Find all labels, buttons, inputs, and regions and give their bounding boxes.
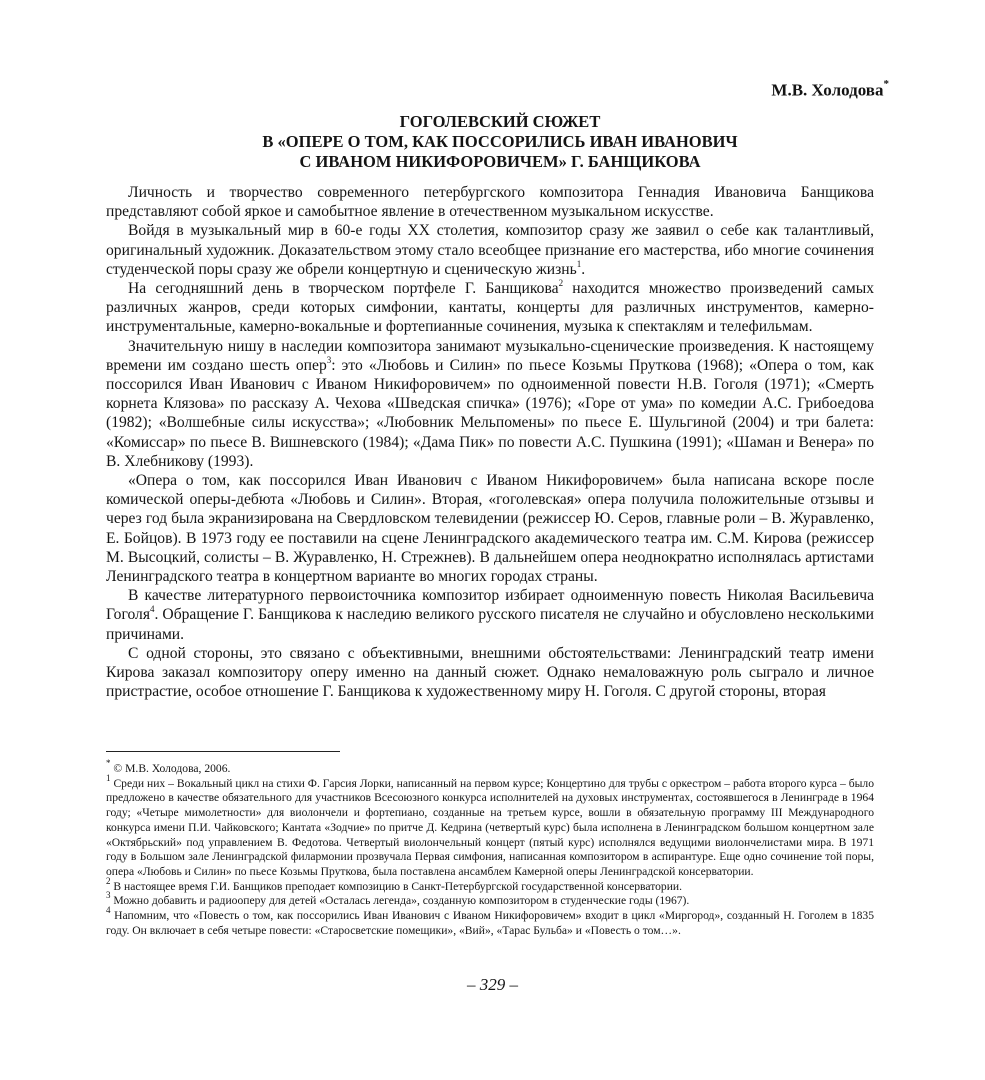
author-name: М.В. Холодова* <box>771 78 889 100</box>
paragraph-5: «Опера о том, как поссорился Иван Иванович с Иваном Никифоровичем» была написана вскоре после комической оперы-дебюта «Любовь и Силин». Вторая, «гоголевская» опера получила положительные отзывы и через год была экранизирована на Свердловском телевидении (режиссер Ю. Серов, главные роли – В. Журавленко, Е. Бойцов). В 1973 году ее поставили на сцене Ленинградского академического театра им. С.М. Кирова (режиссер М. Высоцкий, солисты – В. Журавленко, Н. Стрежнев). В дальнейшем опера неоднократно исполнялась артистами Ленинградского театра в концертном варианте во многих городах страны. <box>106 472 874 586</box>
footnote-4: $^4$ Напомним, что «Повесть о том, как поссорились Иван Иванович с Иваном Никифоровичем» входит в цикл «Миргород», созданный Н. Гоголем в 1835 году. Он включает в себя четыре повести: «Старосветские помещики», «Вий», «Тарас Бульба» и «Повесть о том…». <box>106 905 874 937</box>
article-title <box>120 112 880 172</box>
title-line-1: ГОГОЛЕВСКИЙ СЮЖЕТ <box>399 112 601 131</box>
article-body <box>106 183 874 701</box>
title-line-2: В «ОПЕРЕ О ТОМ, КАК ПОССОРИЛИСЬ ИВАН ИВАНОВИЧ <box>262 132 738 151</box>
footnote-2: $^2$ В настоящее время Г.И. Банщиков преподает композицию в Санкт-Петербургской государственной консерватории. <box>106 875 683 893</box>
footnote-1: $^1$ Среди них – Вокальный цикл на стихи Ф. Гарсия Лорки, написанный на первом курсе; Концертино для трубы с оркестром – работа второго курса – было предложено в качестве обязательного для участников Всесоюзного конкурса исполнителей на духовых инструментах, состоявшегося в Ленинграде в 1964 году; «Четыре мимолетности» для виолончели и фортепиано, созданные на третьем курсе, вошли в обязательную программу III Международного конкурса имени П.И. Чайковского; Кантата «Зодчие» по притче Д. Кедрина (четвертый курс) была исполнена в Ленинградском большом концертном зале «Октябрьский» под управлением В. Федотова. Четвертый виолончельный концерт (пятый курс) исполнялся ведущими виолончелистами мира. В 1971 году в Большом зале Ленинградской филармонии прозвучала Первая симфония, написанная композитором в аспирантуре. Еще одно сочинение той поры, опера «Любовь и Силин» по пьесе Козьмы Пруткова, была поставлена ансамблем Камерной оперы Ленинградской консерватории. <box>106 772 874 878</box>
footnote-ref-2: 2 <box>558 277 564 288</box>
footnote-ref-3: 3 <box>326 354 332 365</box>
title-line-3: С ИВАНОМ НИКИФОРОВИЧЕМ» Г. БАНЩИКОВА <box>299 152 701 171</box>
footnote-ref-4: 4 <box>150 604 155 615</box>
paragraph-6: В качестве литературного первоисточника композитор избирает одноименную повесть Николая Васильевича Гоголя$^4$. Обращение Г. Банщикова к наследию великого русского писателя не случайно и обусловлено несколькими причинами. <box>106 587 874 643</box>
paragraph-2: Войдя в музыкальный мир в 60-е годы ХХ столетия, композитор сразу же заявил о себе как талантливый, оригинальный художник. Доказательством этому стало всеобщее признание его мастерства, ибо многие сочинения студенческой поры сразу же обрели концертную и сценическую жизнь$^1$. <box>106 222 874 278</box>
author-footnote-mark: * <box>883 78 889 90</box>
page-number: – 329 – <box>467 975 518 994</box>
paragraph-7: С одной стороны, это связано с объективными, внешними обстоятельствами: Ленинградский театр имени Кирова заказал композитору оперу именно на данный сюжет. Однако немаловажную роль сыграло и личное пристрастие, особое отношение Г. Банщикова к художественному миру Н. Гоголя. С другой стороны, вторая <box>106 644 874 701</box>
footnote-author: * © М.В. Холодова, 2006. <box>106 758 231 775</box>
paragraph-4: Значительную нишу в наследии композитора занимают музыкально-сценические произведения. К настоящему времени им создано шесть опер$^3$: это «Любовь и Силин» по пьесе Козьмы Пруткова (1968); «Опера о том, как поссорился Иван Иванович с Иваном Никифоровичем» по одноименной повести Н.В. Гоголя (1971); «Смерть корнета Клязова» по рассказу А. Чехова «Шведская спичка» (1976); «Горе от ума» по комедии А.С. Грибоедова (1982); «Волшебные силы искусства»; «Любовник Мельпомены» по пьесе Е. Шульгиной (2004) и три балета: «Комиссар» по пьесе В. Вишневского (1984); «Дама Пик» по повести А.С. Пушкина (1991); «Шаман и Венера» по В. Хлебникову (1993). <box>106 337 874 470</box>
footnote-ref-1: 1 <box>576 258 582 269</box>
paragraph-1: Личность и творчество современного петербургского композитора Геннадия Ивановича Банщикова представляют собой яркое и самобытное явление в отечественном музыкальном искусстве. <box>106 184 874 221</box>
footnote-separator <box>106 751 340 752</box>
footnotes <box>106 758 874 938</box>
footnote-3: $^3$ Можно добавить и радиооперу для детей «Осталась легенда», созданную композитором в студенческие годы (1967). <box>106 890 690 908</box>
paragraph-3: На сегодняшний день в творческом портфеле Г. Банщикова$^2$ находится множество произведений самых различных жанров, среди которых симфонии, кантаты, концерты для различных инструментов, камерно-инструментальные, камерно-вокальные и фортепианные сочинения, музыка к спектаклям и телефильмам. <box>106 277 874 336</box>
